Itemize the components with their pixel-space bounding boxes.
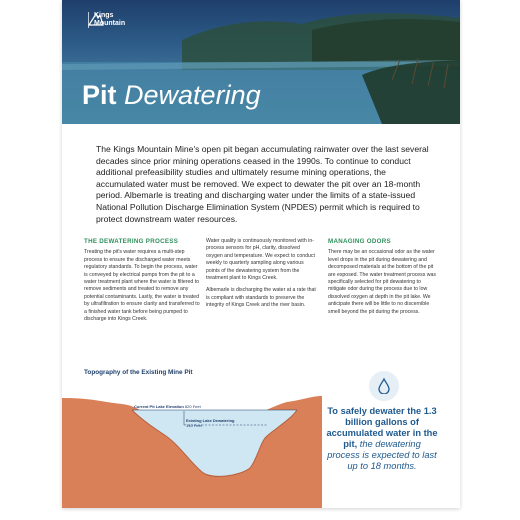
water-quality-column — [206, 238, 318, 315]
callout-strong-text: To safely dewater the 1.3 billion gallons of accumulated water in the pit, — [326, 406, 438, 449]
existing-dewatering-text: Existing Lake Dewatering — [186, 418, 235, 423]
logo-text: Kings Mountain — [94, 12, 126, 27]
dewatering-callout — [326, 406, 438, 472]
dewatering-process-heading: THE DEWATERING PROCESS — [84, 238, 179, 245]
existing-dewatering-label — [186, 418, 234, 428]
hero-banner — [62, 0, 460, 124]
pit-topography-diagram — [62, 380, 322, 508]
title-italic: Dewatering — [124, 80, 261, 110]
existing-dewatering-value: 140 Feet — [186, 423, 202, 428]
water-quality-text: Water quality is continuously monitored with in-process sensors for pH, clarity, dissolved oxygen and temperature. We expect to conduct weekly to quarterly sampling along various points of the dewatering system from the treatment plant to Kings Creek. — [206, 238, 315, 282]
page-title — [82, 80, 261, 110]
current-elevation-text: Current Pit Lake Elevation — [134, 404, 184, 409]
managing-odors-heading: MANAGING ODORS — [328, 238, 391, 245]
managing-odors-text: There may be an occasional odor as the water level drops in the pit during dewatering and decomposed materials at the bottom of the pit are exposed. The water treatment process was specifically selected for pit dewatering to mitigate odor during the process due to low dissolved oxygen at depth in the pit lake. We anticipate there will be little to no discernible smell beyond the pit during the process. — [328, 249, 437, 315]
managing-odors-column — [328, 238, 440, 321]
water-drop-icon — [378, 378, 390, 394]
water-drop-badge — [369, 371, 399, 401]
dewatering-process-text: Treating the pit's water requires a multi-step process to ensure the discharged water meets regulatory standards. To begin the process, water is conveyed by electrical pumps from the pit to a water treatment plant where the water is filtered to remove sediments and treated to remove any potential contaminants. Lastly, the water is treated by ultrafiltration to ensure clarity and transferred to a finished water tank before being pumped to discharge into Kings Creek. — [84, 249, 200, 323]
topography-title: Topography of the Existing Mine Pit — [84, 369, 193, 376]
brand-logo — [88, 12, 134, 28]
fact-sheet-page — [62, 0, 460, 508]
callout-italic-text: the dewatering process is expected to last up to 18 months. — [327, 439, 437, 471]
current-elevation-value: 820 Feet — [184, 404, 201, 409]
dewatering-process-column — [84, 238, 200, 328]
mountain-logo-icon — [88, 12, 104, 26]
intro-paragraph: The Kings Mountain Mine's open pit began accumulating rainwater over the last several decades since prior mining operations ceased in the 1990s. To continue to conduct additional prefeasibility studies and ultimately resume mining operations, the accumulated water must be removed. We expect to dewater the pit over an 18-month period. Albemarle is treating and discharging water under the limits of a state-issued National Pollution Discharge Elimination System (NPDES) permit which is required to protect downstream water resources. — [96, 144, 429, 224]
discharge-rate-text: Albemarle is discharging the water at a rate that is compliant with standards to preserve the integrity of Kings Creek and the river basin. — [206, 287, 316, 309]
title-bold: Pit — [82, 80, 117, 110]
current-elevation-label — [134, 404, 201, 409]
